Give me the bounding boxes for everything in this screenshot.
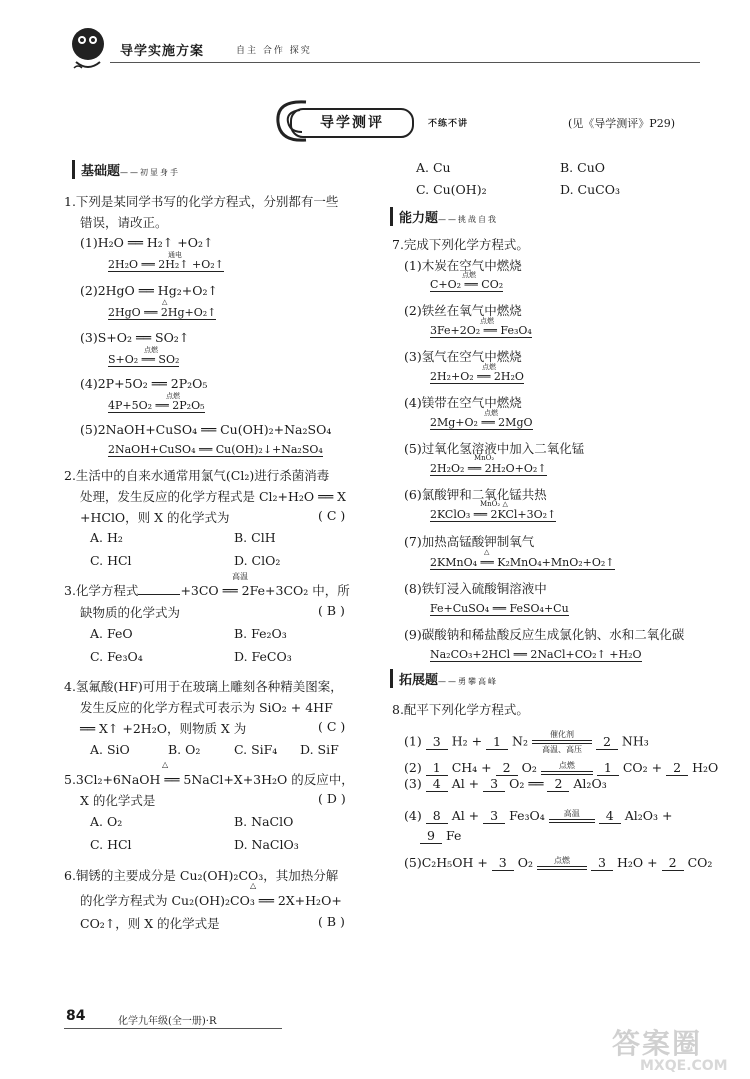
q6-opt-b: B. CuO [560,160,605,175]
q1-ans3: S+O₂ ══ SO₂ 点燃 [108,346,180,366]
q7-item7: (7)加热高锰酸钾制氧气 [404,534,535,549]
q8-item2-condition: 点燃 [541,761,593,776]
q6-condition: △ [250,881,257,890]
q3-line2: 缺物质的化学式为 [80,605,181,620]
q7-title: 7.完成下列化学方程式。 [392,237,529,252]
q7-ans3: 2H₂+O₂ ══ 2H₂O 点燃 [430,363,524,383]
q7-item1: (1)木炭在空气中燃烧 [404,258,522,273]
q3-condition: 高温 [232,572,248,581]
watermark-logo: 答案圈 [612,1027,703,1060]
q8-item5-condition: 点燃 [537,856,587,871]
q7-item5: (5)过氧化氢溶液中加入二氧化锰 [404,441,585,456]
q7-item2: (2)铁丝在氧气中燃烧 [404,303,522,318]
q8-item2: (2) 1 CH₄ + 2 O₂ 点燃 1 CO₂ + 2 H₂O [404,760,719,775]
q2-answer: ( C ) [318,508,346,523]
q6-answer: ( B ) [318,914,345,929]
q3-blank [138,594,180,595]
q7-item3: (3)氢气在空气中燃烧 [404,349,522,364]
header-subtitle: 自主 合作 探究 [236,46,312,56]
reference-note: (见《导学测评》P29) [568,117,675,130]
q1-item3: (3)S+O₂ ══ SO₂↑ [80,330,190,345]
q4-opt-a: A. SiO [90,742,130,757]
q8-title: 8.配平下列化学方程式。 [392,702,529,717]
q1-item1: (1)H₂O ══ H₂↑ +O₂↑ [80,235,214,250]
header-rule [110,62,700,63]
q2-line1: 2.生活中的自来水通常用氯气(Cl₂)进行杀菌消毒 [64,468,330,483]
section-ability [390,207,498,226]
q5-condition: △ [162,760,169,769]
q2-line3: +HClO，则 X 的化学式为 [80,510,230,525]
q3-opt-c: C. Fe₃O₄ [90,649,143,664]
banner-title: 导学测评 [290,108,414,138]
q1-ans4: 4P+5O₂ ══ 2P₂O₅ 点燃 [108,392,205,412]
q5-line1: 5.3Cl₂+6NaOH ══ 5NaCl+X+3H₂O 的反应中， [64,772,354,787]
watermark-url: MXQE.COM [640,1058,728,1074]
banner-note: 不练不讲 [428,119,469,129]
q6-opt-a: A. Cu [416,160,451,175]
section-ability-title: 能力题 [399,211,439,226]
q3-answer: ( B ) [318,603,345,618]
q4-line2: 发生反应的化学方程式可表示为 SiO₂ + 4HF [80,700,333,715]
section-basic-sub: ——初显身手 [120,168,181,177]
q8-item4-cont: 9 Fe [420,828,461,844]
q2-opt-a: A. H₂ [90,530,123,545]
q5-line2: X 的化学式是 [80,793,156,808]
book-title: 化学九年级(全一册)·R [118,1016,217,1027]
q1-line2: 错误，请改正。 [80,215,168,230]
q4-opt-c: C. SiF₄ [234,742,278,757]
section-ability-sub: ——挑战自我 [438,215,499,224]
q6-line1: 6.铜锈的主要成分是 Cu₂(OH)₂CO₃，其加热分解 [64,868,339,883]
q5-opt-c: C. HCl [90,837,132,852]
q7-ans6: 2KClO₃ ══ 2KCl+3O₂↑ MnO₂ △ [430,500,557,521]
q1-item5: (5)2NaOH+CuSO₄ ══ Cu(OH)₂+Na₂SO₄ [80,422,332,437]
section-extend [390,669,498,688]
section-basic [72,160,180,179]
q7-ans9: Na₂CO₃+2HCl ══ 2NaCl+CO₂↑ +H₂O [430,648,642,661]
q6-opt-d: D. CuCO₃ [560,182,620,197]
q3-opt-b: B. Fe₂O₃ [234,626,287,641]
q3-opt-a: A. FeO [90,626,133,641]
q4-line1: 4.氢氟酸(HF)可用于在玻璃上雕刻各种精美图案， [64,679,343,694]
q2-opt-c: C. HCl [90,553,132,568]
q7-ans2: 3Fe+2O₂ ══ Fe₃O₄ 点燃 [430,317,532,337]
page-number: 84 [66,1008,86,1024]
q7-item8: (8)铁钉浸入硫酸铜溶液中 [404,581,547,596]
q2-opt-d: D. ClO₂ [234,553,281,568]
q1-ans5: 2NaOH+CuSO₄ ══ Cu(OH)₂↓+Na₂SO₄ [108,443,323,456]
q7-ans1: C+O₂ ══ CO₂ 点燃 [430,271,504,291]
q8-item3: (3) 4 Al + 3 O₂ ══ 2 Al₂O₃ [404,776,607,791]
q8-item4: (4) 8 Al + 3 Fe₃O₄ 高温 4 Al₂O₃ + [404,808,673,823]
q7-ans8: Fe+CuSO₄ ══ FeSO₄+Cu [430,602,569,615]
q1-ans1: 2H₂O ══ 2H₂↑ +O₂↑ 通电 [108,251,224,271]
q6-line2: 的化学方程式为 Cu₂(OH)₂CO₃ ══ 2X+H₂O+ [80,893,342,908]
q1-item2: (2)2HgO ══ Hg₂+O₂↑ [80,283,218,298]
q7-ans4: 2Mg+O₂ ══ 2MgO 点燃 [430,409,533,429]
q1-item4: (4)2P+5O₂ ══ 2P₂O₅ [80,376,208,391]
footer-rule [64,1028,282,1029]
q4-answer: ( C ) [318,719,346,734]
q2-opt-b: B. ClH [234,530,276,545]
section-extend-sub: ——勇攀高峰 [438,677,499,686]
section-extend-title: 拓展题 [399,673,439,688]
q4-opt-b: B. O₂ [168,742,201,757]
q7-item9: (9)碳酸钠和稀盐酸反应生成氯化钠、水和二氧化碳 [404,627,685,642]
q5-opt-b: B. NaClO [234,814,294,829]
mascot-icon [62,22,114,74]
q8-item1: (1) 3 H₂ + 1 N₂ 催化剂 高温、高压 2 NH₃ [404,730,649,754]
q5-opt-d: D. NaClO₃ [234,837,299,852]
q1-line1: 1.下列是某同学书写的化学方程式，分别都有一些 [64,194,339,209]
header-title: 导学实施方案 [120,44,205,59]
q6-line3: CO₂↑，则 X 的化学式是 [80,916,220,931]
q4-opt-d: D. SiF [300,742,339,757]
q8-item1-condition: 催化剂 高温、高压 [532,730,592,754]
section-basic-title: 基础题 [81,164,121,179]
q5-opt-a: A. O₂ [90,814,123,829]
q8-item4-condition: 高温 [549,809,595,824]
q2-line2: 处理，发生反应的化学方程式是 Cl₂+H₂O ══ X [80,489,347,504]
q5-answer: ( D ) [318,791,346,806]
q7-item6: (6)氯酸钾和二氧化锰共热 [404,487,547,502]
q7-ans5: 2H₂O₂ ══ 2H₂O+O₂↑ MnO₂ [430,454,547,475]
q6-opt-c: C. Cu(OH)₂ [416,182,487,197]
q3-line1: 3.化学方程式 +3CO ══ 2Fe+3CO₂ 中，所 [64,583,350,598]
q3-opt-d: D. FeCO₃ [234,649,292,664]
q1-ans2: 2HgO ══ 2Hg+O₂↑ △ [108,298,217,319]
q7-item4: (4)镁带在空气中燃烧 [404,395,522,410]
q4-line3: ══ X↑ +2H₂O，则物质 X 为 [80,721,247,736]
q7-ans7: 2KMnO₄ ══ K₂MnO₄+MnO₂+O₂↑ △ [430,548,615,569]
q8-item5: (5)C₂H₅OH + 3 O₂ 点燃 3 H₂O + 2 CO₂ [404,855,713,870]
